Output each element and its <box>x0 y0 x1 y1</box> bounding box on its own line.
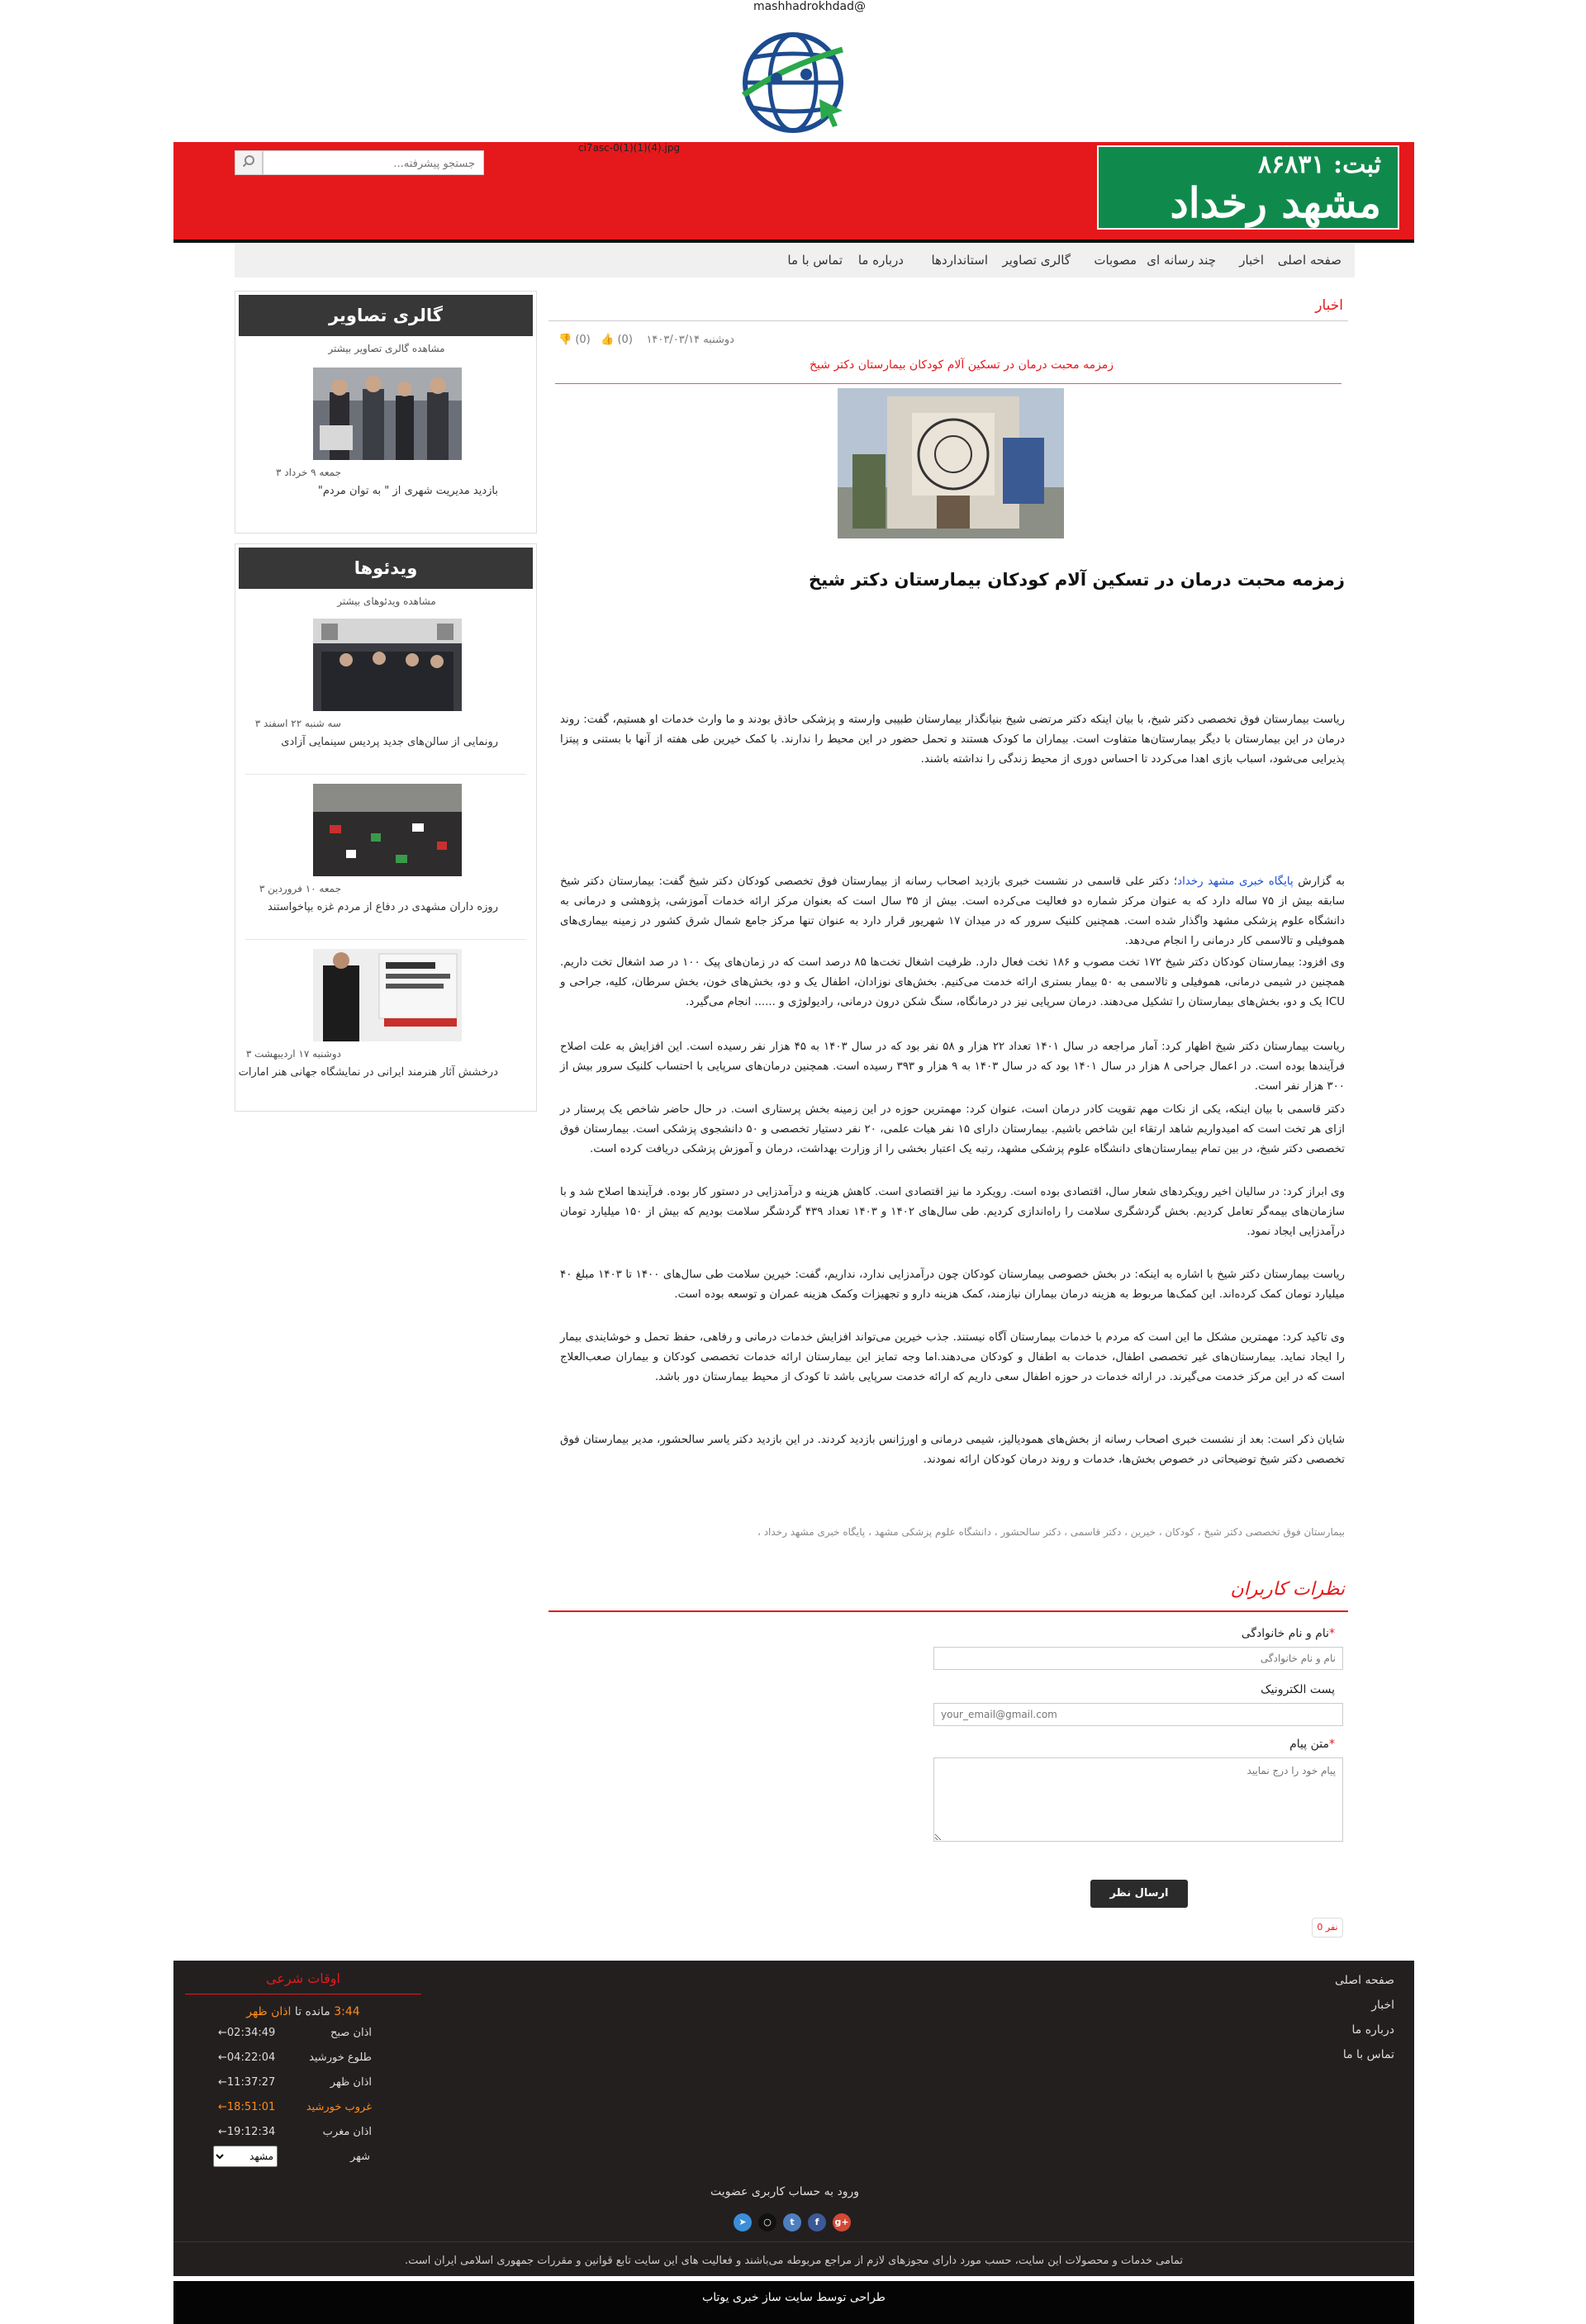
gallery-item-caption[interactable]: بازدید مدیریت شهری از " به توان مردم" <box>317 485 498 497</box>
auth-links[interactable]: ورود به حساب کاربری عضویت <box>710 2185 859 2198</box>
prayer-time: ←04:22:04 <box>218 2051 276 2064</box>
facebook-icon[interactable]: f <box>808 2213 826 2232</box>
gallery-box <box>235 291 537 534</box>
video-item-caption[interactable]: درخشش آثار هنرمند ایرانی در نمایشگاه جهانی هنر امارات <box>238 1066 498 1079</box>
video-item-date: سه شنبه ۲۲ اسفند ۳ <box>254 718 341 729</box>
article-paragraph: وی تاکید کرد: مهمترین مشکل ما این است که مردم با خدمات بیمارستان آگاه نیستند. جذب خیرین می‌تواند افزایش خدمات درمانی و رفاهی، حفظ تحمل و خوشایندی بیمار را ایجاد نماید. بیمارستان‌های غیر تخصصی اطفال، خدمات به اطفال و کودکان می‌دهند.اما وجه تمایز این بیمارستان ارائه خدمات تخصصی کودکان و بیماران صعب‌العلاج است که در این مرکز خدمت می‌گیرند. در ارائه خدمات در حوزه اطفال سعی داریم که ارائه خدمت سرپایی باشد تا کودک از محیط بیمارستان دور باشد. <box>560 1331 1345 1383</box>
gallery-thumb[interactable] <box>313 368 462 460</box>
prayer-time: ←11:37:27 <box>218 2076 276 2089</box>
prayer-row <box>185 2051 421 2071</box>
article-date: دوشنبه ۱۴۰۳/۰۳/۱۴ <box>646 334 734 346</box>
prayer-times-title: اوقات شرعی <box>266 1971 340 1986</box>
instagram-handle[interactable]: mashhadrokhdad@ <box>753 0 867 13</box>
article-paragraph: ریاست بیمارستان فوق تخصصی دکتر شیخ، با بیان اینکه دکتر مرتضی شیخ بنیانگذار بیمارستان طبیبی وارسته و پزشکی حاذق بودند و ما وارث خدمات او هستیم، گفت: روند درمان در این بیمارستان با دیگر بیمارستان‌ها متفاوت است. بیماران ما کودک هستند و تحمل حضور در این محیط را ندارند. با کمک خیرین طی هفته از آنها با بستنی و پیتزا پذیرایی می‌شود، اسباب بازی اهدا می‌کردد تا احساس دوری از محیط زندگی را نداشته باشند. <box>560 714 1345 766</box>
video-divider <box>245 774 526 775</box>
brand-banner[interactable] <box>1097 145 1399 230</box>
article-tags[interactable]: بیمارستان فوق تخصصی دکتر شیخ ، کودکان ، خیرین ، دکتر قاسمی ، دکتر سالحشور ، دانشگاه علوم پزشکی مشهد ، پایگاه خبری مشهد رخداد ، <box>757 1526 1345 1538</box>
article-paragraph <box>560 872 1345 951</box>
city-select[interactable] <box>213 2146 278 2167</box>
prayer-time: ←18:51:01 <box>218 2101 276 2113</box>
footer-link-news[interactable]: اخبار <box>1371 1999 1394 2012</box>
countdown-prayer: اذان ظهر <box>246 2005 292 2018</box>
gallery-more-link[interactable]: مشاهده گالری تصاویر بیشتر <box>328 343 445 354</box>
gallery-title: گالری تصاویر <box>239 295 533 336</box>
search-button[interactable] <box>235 150 263 175</box>
comment-count-badge: 0 نفر <box>1312 1918 1343 1937</box>
nav-contact[interactable]: تماس با ما <box>787 253 843 268</box>
video-item-date: دوشنبه ۱۷ اردیبهشت ۳ <box>245 1048 341 1060</box>
prayer-row <box>185 2027 421 2047</box>
footer-link-contact[interactable]: تماس با ما <box>1342 2048 1394 2061</box>
video-thumb[interactable] <box>313 949 462 1041</box>
nav-standards[interactable]: استانداردها <box>931 253 988 268</box>
prayer-row <box>185 2101 421 2121</box>
article-paragraph: ریاست بیمارستان دکتر شیخ اظهار کرد: آمار مراجعه در سال ۱۴۰۱ تعداد ۲۲ هزار و ۵۸ نفر بود که در سال ۱۴۰۳ به ۴۵ هزار نفر رسیده است. این افزایش به علت اصلاح فرآیندها بوده است. در اعمال جراحی ۸ هزار در سال ۱۴۰۱ بود که در سال ۱۴۰۳ به ۹ هزار و ۳۹۳ رسیده است. همچنین درمان‌های سرپایی با احتساب کلنیک سرور بیش از ۳۰۰ هزار نفر است. <box>560 1041 1345 1093</box>
gallery-item-date: جمعه ۹ خرداد ۳ <box>275 467 341 478</box>
search-box <box>263 150 484 175</box>
article-paragraph: دکتر قاسمی با بیان اینکه، یکی از نکات مهم تقویت کادر درمان است، عنوان کرد: مهمترین حوزه در این زمینه بخش پرستاری است. در حال حاضر شاخص یک پرستار در ازای هر تخت است که امیدواریم شاهد ارتقاء این شاخص باشیم. بیمارستان دارای ۱۵ نفر هیات علمی، ۲۰ نفر دستیار تخصصی و ۵۰ دانشجوی پزشکی است. بیمارستان فوق تخصصی دکتر شیخ، در بین تمام بیمارستان‌های دانشگاه علوم پزشکی مشهد، رتبه یک اعتبار بخشی را از وزارت بهداشت، درمان و آموزش پزشکی دریافت کرده است. <box>560 1103 1345 1155</box>
video-divider <box>245 939 526 940</box>
dislike-count: (0) <box>575 334 591 346</box>
email-label: پست الکترونیک <box>1261 1683 1335 1696</box>
prayer-name: اذان ظهر <box>330 2076 372 2089</box>
nav-home[interactable]: صفحه اصلی <box>1277 253 1341 268</box>
article-paragraph: وی ابراز کرد: در سالیان اخیر رویکردهای شعار سال، اقتصادی بوده است. رویکرد ما نیز اقتصادی است. کاهش هزینه و درآمدزایی در دستور کار بوده. فرآیندها اصلاح شد و با سازمان‌های بیمه‌گر تعامل کردیم. بخش گردشگری سلامت را راه‌اندازی کردیم. طی سال‌های ۱۴۰۲ و ۱۴۰۳ تعداد ۴۳۹ گردشگر سلامت بودیم که بیش از ۱۵۰ میلیارد تومان درآمدزایی ایجاد نمود. <box>560 1186 1345 1238</box>
email-field[interactable] <box>933 1703 1343 1726</box>
message-label-text: متن پیام <box>1289 1738 1329 1751</box>
paragraph-body: ؛ دکتر علی قاسمی در نشست خبری بازدید اصحاب رسانه از بیمارستان فوق تخصصی کودکان دکتر شیخ گفت: بیمارستان دکتر شیخ سابقه بیش از ۷۵ ساله دارد که به عنوان مرکز شماره دو فعالیت می‌کرده است. بیش از ۳۵ سال است که بعنوان مرکز ارائه خدمات آموزشی، پژوهشی و درمانی به دانشگاه علوم پزشکی مشهد واگذار شده است. همچنین کلنیک سرور که در میدان ۱۷ شهریور قرار دارد به عنوان تنها مرکز جامع شمال شرق کشور در زمینه بیماری‌های هموفیلی و تالاسمی کار درمانی را انجام می‌دهد. <box>560 875 1345 947</box>
nav-gallery[interactable]: گالری تصاویر <box>1002 253 1071 268</box>
like-icon[interactable]: 👍 <box>601 334 615 346</box>
article-paragraph: وی افزود: بیمارستان کودکان دکتر شیخ ۱۷۲ تخت مصوب و ۱۸۶ تخت فعال دارد. ظرفیت اشغال تخت‌ها ۸۵ درصد است که در زمان‌های پیک ۱۰۰ در صد اشغال تخت داریم. همچنین در شیمی درمانی، هموفیلی و تالاسمی به ۵۰ بیمار بستری ارائه خدمت می‌کنیم. بخش‌های نوزادان، اطفال یک و دو، بخش‌های خون، بخش سرطان، کلیه، جراحی و ICU یک و دو، بخش‌های بیمارستان را تشکیل می‌دهند. درمان سرپایی نیز در درمانگاه، سنگ شکن درون درمانی، رادیولوژی و ...... انجام می‌گیرد. <box>560 956 1346 1008</box>
video-item-caption[interactable]: رونمایی از سالن‌های جدید پردیس سینمایی آزادی <box>281 736 498 748</box>
instagram-icon[interactable]: ○ <box>758 2213 776 2232</box>
article-lead-link[interactable]: زمزمه محبت درمان در تسکین آلام کودکان بیمارستان دکتر شیخ <box>810 358 1114 372</box>
footer-divider <box>173 2241 1414 2242</box>
countdown-time: 3:44 <box>334 2005 360 2018</box>
video-item-date: جمعه ۱۰ فروردین ۳ <box>259 883 341 894</box>
name-label-text: نام و نام خانوادگی <box>1241 1627 1329 1640</box>
required-mark: * <box>1329 1738 1335 1751</box>
article-paragraph: شایان ذکر است: بعد از نشست خبری اصحاب رسانه از بخش‌های همودیالیز، شیمی درمانی و اورژانس بازدید کردند. در این بازدید دکتر یاسر سالحشور، مدیر بیمارستان فوق تخصصی دکتر شیخ توضیحاتی در خصوص بخش‌ها، خدمات و روند درمان کودکان ارائه نمودند. <box>560 1434 1345 1466</box>
dislike-icon[interactable]: 👎 <box>558 334 572 346</box>
prayer-time: ←19:12:34 <box>218 2126 276 2138</box>
broken-image-alt: ci7asc-0(1)(1)(4).jpg <box>578 142 681 154</box>
prayer-row <box>185 2076 421 2096</box>
prayer-name: طلوع خورشید <box>309 2051 372 2064</box>
videos-more-link[interactable]: مشاهده ویدئوهای بیشتر <box>337 595 436 607</box>
section-title[interactable]: اخبار <box>1315 297 1343 314</box>
prayer-name: اذان مغرب <box>322 2126 372 2138</box>
lead-divider <box>555 383 1341 384</box>
prayer-name: غروب خورشید <box>306 2101 372 2113</box>
countdown-text: مانده تا <box>291 2005 335 2018</box>
nav-multimedia[interactable]: چند رسانه ای <box>1147 253 1216 268</box>
article-meta <box>558 334 734 346</box>
required-mark: * <box>1329 1627 1335 1640</box>
message-field[interactable] <box>933 1757 1343 1842</box>
article-paragraph: ریاست بیمارستان دکتر شیخ با اشاره به اینکه: در بخش خصوصی بیمارستان کودکان چون درآمدزایی ندارد، نداریم، گفت: خیرین سلامت طی سال‌های ۱۴۰۰ تا ۱۴۰۳ مبلغ ۴۰ میلیارد تومان کمک کرده‌اند. این کمک‌ها مربوط به هزینه درمان بیماران نیازمند، کمک هزینه دارو و تجهیزات وکمک هزینه عمران و توسعه بوده است. <box>560 1269 1346 1301</box>
nav-news[interactable]: اخبار <box>1239 253 1264 268</box>
google-plus-icon[interactable]: g+ <box>833 2213 851 2232</box>
name-label <box>1242 1627 1335 1640</box>
article-image <box>838 388 1064 538</box>
comments-divider <box>548 1610 1348 1612</box>
video-item-caption[interactable]: روزه داران مشهدی در دفاع از مردم غزه بپاخواستند <box>268 901 498 913</box>
city-label: شهر <box>350 2151 371 2163</box>
telegram-icon[interactable]: ➤ <box>734 2213 752 2232</box>
like-count: (0) <box>617 334 633 346</box>
search-icon <box>242 154 255 171</box>
twitter-icon[interactable]: t <box>783 2213 801 2232</box>
copyright-text: تمامی خدمات و محصولات این سایت، حسب مورد دارای مجوزهای لازم از مراجع مربوطه می‌باشند و فعالیت های این سایت تابع قوانین و مقررات جمهوری اسلامی ایران است. <box>404 2255 1184 2267</box>
nav-resolutions[interactable]: مصوبات <box>1094 253 1137 268</box>
nav-about[interactable]: درباره ما <box>857 253 904 268</box>
submit-comment-button[interactable]: ارسال نظر <box>1090 1880 1188 1908</box>
main-navigation <box>235 243 1355 277</box>
videos-title: ویدئوها <box>239 548 533 589</box>
message-label <box>1289 1738 1335 1751</box>
footer-link-home[interactable]: صفحه اصلی <box>1334 1974 1394 1987</box>
designer-credit[interactable]: طراحی توسط سایت ساز خبری یوتاب <box>702 2291 886 2304</box>
site-logo[interactable] <box>727 17 859 140</box>
footer-link-about[interactable]: درباره ما <box>1351 2023 1394 2037</box>
videos-box <box>235 543 537 1112</box>
prayer-name: اذان صبح <box>330 2027 372 2039</box>
comments-title: نظرات کاربران <box>1230 1579 1345 1600</box>
prayer-time: ←02:34:49 <box>218 2027 276 2039</box>
name-field[interactable] <box>933 1647 1343 1670</box>
prayer-row <box>185 2126 421 2146</box>
source-link[interactable]: پایگاه خبری مشهد رخداد <box>1177 875 1294 888</box>
video-thumb[interactable] <box>313 619 462 711</box>
section-divider <box>548 320 1348 321</box>
paragraph-prefix: به گزارش <box>1293 875 1346 888</box>
video-thumb[interactable] <box>313 784 462 876</box>
brand-registration: ثبت: ۸۶۸۳۱ <box>1258 150 1381 179</box>
article-title: زمزمه محبت درمان در تسکین آلام کودکان بیمارستان دکتر شیخ <box>808 570 1345 590</box>
prayer-countdown <box>185 2005 421 2018</box>
search-input[interactable] <box>292 151 477 176</box>
brand-title: مشهد رخداد <box>1170 178 1381 227</box>
